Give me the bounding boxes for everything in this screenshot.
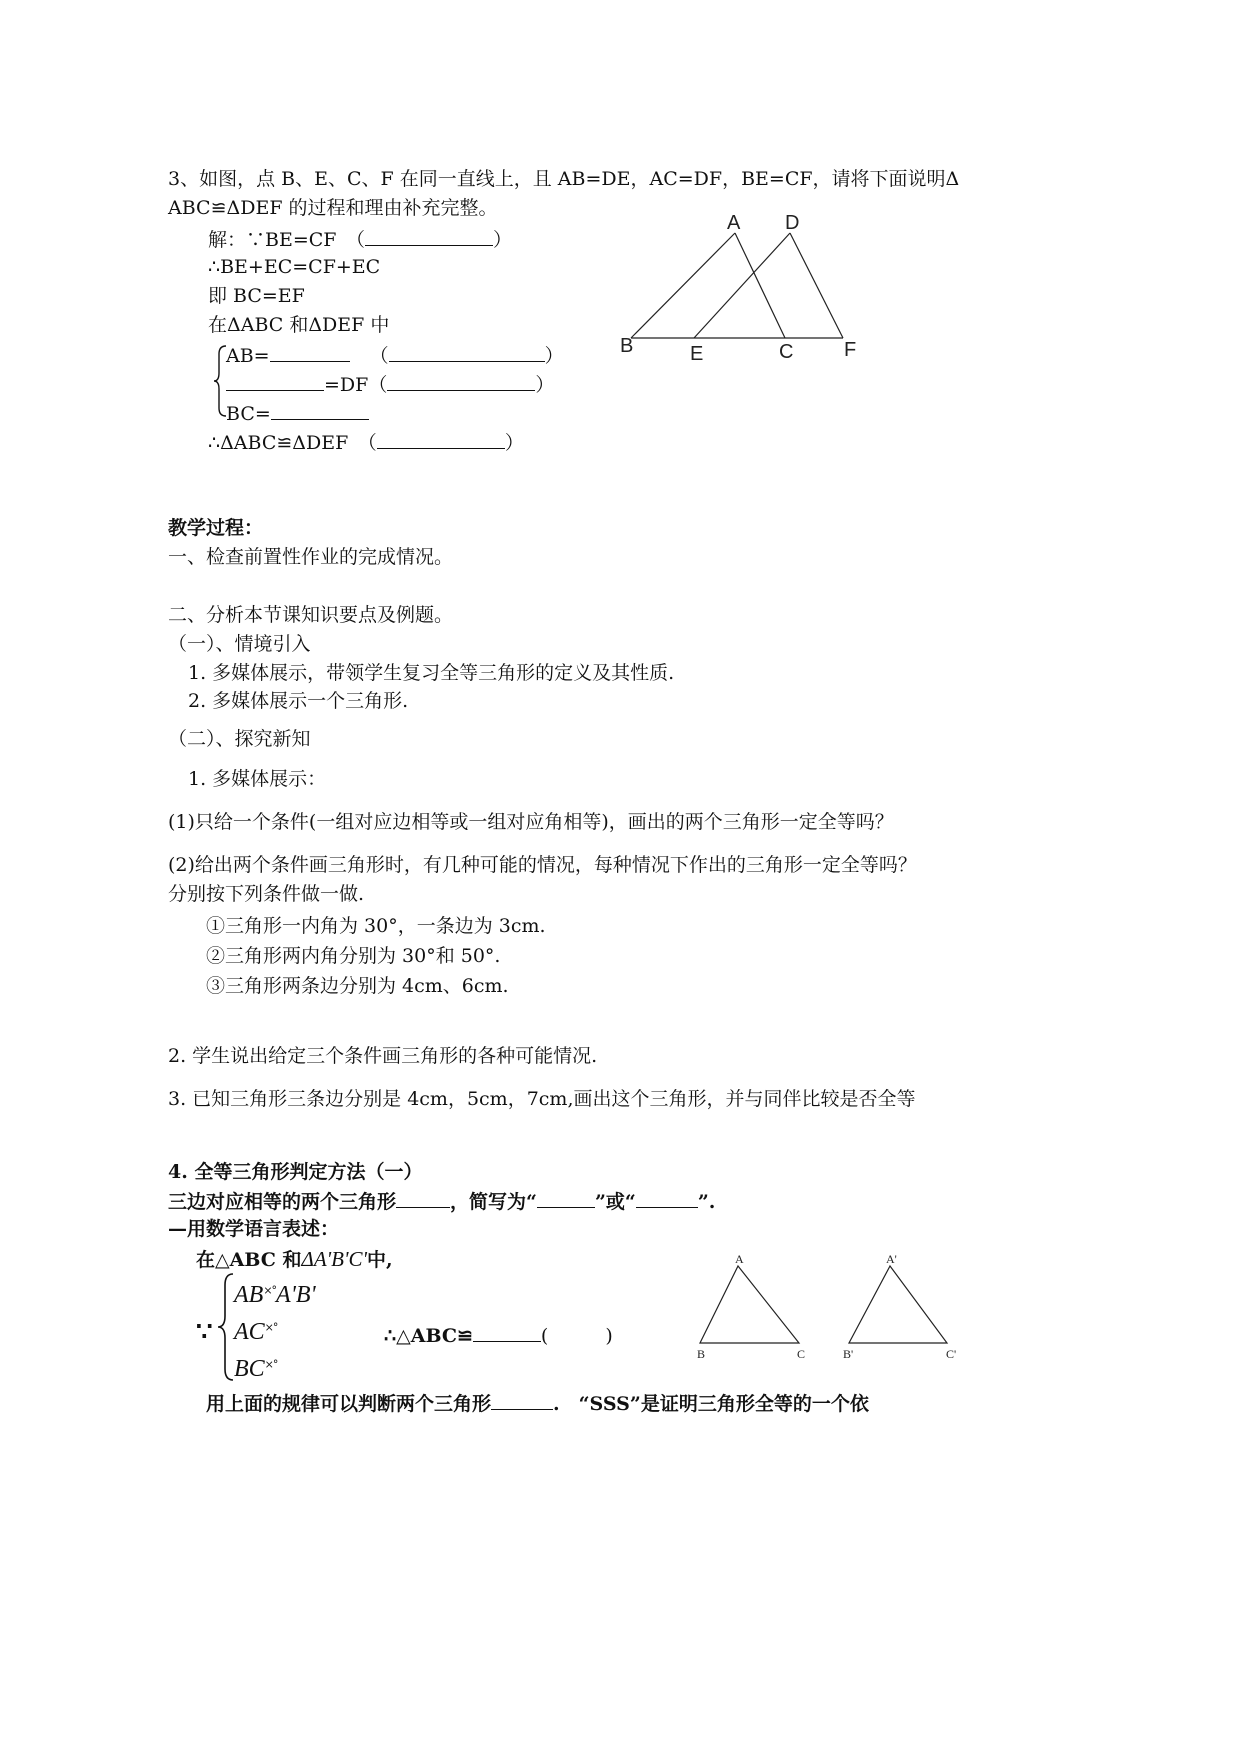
label-b-small: B: [697, 1347, 706, 1361]
label-a-small: A: [735, 1252, 744, 1266]
open-paren: （: [369, 345, 389, 367]
problem3-line1: 3、如图，点 B、E、C、F 在同一直线上，且 AB=DE，AC=DF，BE=CF，请将下面说明Δ: [168, 168, 960, 190]
last-line-part-b: . “SSS”是证明三角形全等的一个依: [553, 1393, 869, 1415]
brace-problem3: [214, 346, 226, 416]
statement-part-c: ”或“: [594, 1191, 636, 1213]
statement-part-b: ，简写为“: [450, 1191, 537, 1213]
label-a-prime: A': [886, 1252, 897, 1266]
question-1: (1)只给一个条件(一组对应边相等或一组对应角相等)，画出的两个三角形一定全等吗？: [168, 811, 894, 833]
row1-left: AB: [234, 1282, 264, 1308]
teaching-item-1: 一、检查前置性作业的完成情况。: [168, 546, 454, 568]
garbled-equals-mark: ×°: [264, 1358, 278, 1371]
problem3-labels: [620, 212, 856, 365]
segment-ab: [631, 233, 735, 338]
step-2: 2. 学生说出给定三个条件画三角形的各种可能情况.: [168, 1045, 598, 1067]
triangle-abc-prime: [849, 1266, 947, 1343]
problem3-figure: [631, 233, 843, 338]
close-paren: ）: [492, 229, 512, 251]
label-e: E: [690, 343, 704, 365]
solution-line-2: ∴BE+EC=CF+EC: [208, 256, 381, 278]
therefore-text: ∴△ABC≌: [384, 1325, 473, 1347]
label-f: F: [844, 339, 857, 361]
condition-1: ①三角形一内角为 30°，一条边为 3cm.: [206, 915, 546, 937]
condition-2: ②三角形两内角分别为 30°和 50°.: [206, 945, 501, 967]
label-b: B: [620, 335, 634, 357]
section-1-item-2: 2. 多媒体展示一个三角形.: [188, 690, 409, 712]
label-c-small: C: [797, 1347, 806, 1361]
condition-3: ③三角形两条边分别为 4cm、6cm.: [206, 975, 509, 997]
row2-left: AC: [234, 1319, 265, 1345]
reason-paren: ( ): [540, 1325, 613, 1347]
statement-part-d: ”.: [697, 1191, 716, 1213]
triangle-prime-label: ΔA'B'C': [301, 1247, 367, 1271]
statement-part-a: 三边对应相等的两个三角形: [168, 1191, 397, 1213]
solution-line-4: 在ΔABC 和ΔDEF 中: [208, 314, 390, 336]
question-2: (2)给出两个条件画三角形时，有几种可能的情况，每种情况下作出的三角形一定全等吗？: [168, 854, 917, 876]
teaching-heading: 教学过程：: [168, 517, 264, 539]
brace-bc-label: BC=: [226, 403, 271, 425]
section-2-item-1: 1. 多媒体展示：: [188, 768, 327, 790]
label-c-prime: C': [946, 1347, 957, 1361]
math-language-label: —用数学语言表述：: [168, 1218, 340, 1240]
row3-left: BC: [234, 1356, 265, 1382]
row1-right: A'B': [276, 1282, 316, 1308]
criterion-figure: [700, 1266, 947, 1343]
label-d: D: [785, 212, 800, 234]
segment-df: [790, 233, 843, 338]
section-2-title: （二）、探究新知: [168, 728, 311, 750]
question-2-continued: 分别按下列条件做一做.: [168, 883, 365, 905]
label-c: C: [779, 341, 794, 363]
brace-system: [218, 1274, 233, 1380]
close-paren: ）: [504, 432, 524, 454]
in-triangles-text: 在△ABC 和: [196, 1249, 302, 1271]
triangle-abc: [700, 1266, 799, 1343]
criterion-title: 4. 全等三角形判定方法（一）: [168, 1161, 423, 1183]
label-b-prime: B': [843, 1347, 854, 1361]
step-3: 3. 已知三角形三条边分别是 4cm，5cm，7cm,画出这个三角形，并与同伴比较是否全等: [168, 1088, 916, 1110]
in-triangles-suffix: 中,: [366, 1249, 393, 1271]
because-symbol: ∵: [196, 1317, 213, 1347]
close-paren: ）: [535, 374, 555, 396]
close-paren: ）: [544, 345, 564, 367]
solution-line-3: 即 BC=EF: [208, 285, 305, 307]
brace-ab-label: AB=: [226, 345, 270, 367]
problem3-line2: ABC≌ΔDEF 的过程和理由补充完整。: [168, 197, 498, 219]
solution-because-text: 解：∵BE=CF （: [208, 229, 365, 251]
criterion-labels: [697, 1252, 956, 1361]
garbled-equals-mark: ×°: [264, 1321, 278, 1334]
section-1-title: （一）、情境引入: [168, 633, 311, 655]
garbled-equals-mark: ×°: [263, 1284, 277, 1297]
last-line-part-a: 用上面的规律可以判断两个三角形: [206, 1393, 492, 1415]
label-a: A: [727, 212, 741, 234]
section-1-item-1: 1. 多媒体展示，带领学生复习全等三角形的定义及其性质.: [188, 662, 675, 684]
teaching-item-2: 二、分析本节课知识要点及例题。: [168, 604, 454, 626]
brace-df-label: =DF（: [324, 374, 388, 396]
conclusion-text: ∴ΔABC≌ΔDEF （: [208, 432, 377, 454]
